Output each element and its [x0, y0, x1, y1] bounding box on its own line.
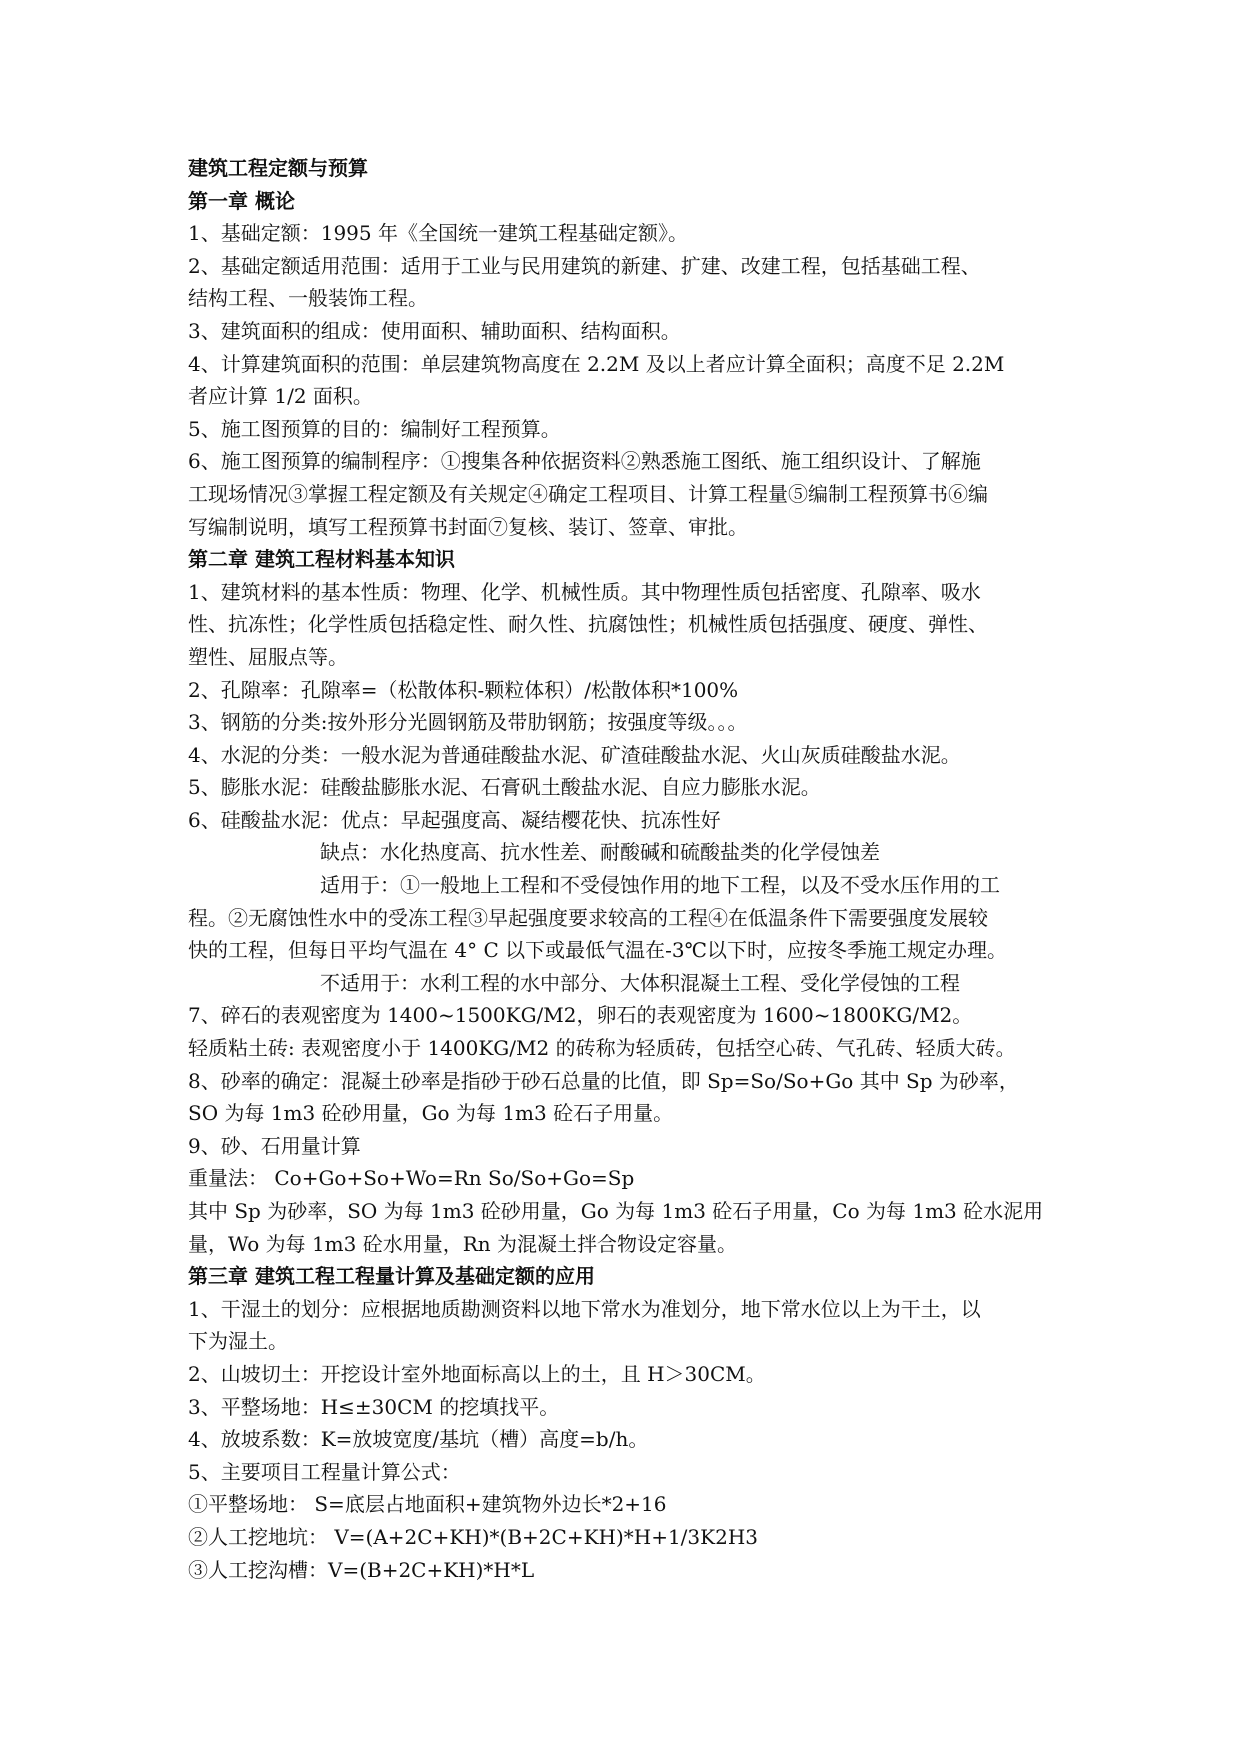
text-line: ②人工挖地坑： V=(A+2C+KH)*(B+2C+KH)*H+1/3K2H3: [188, 1524, 758, 1549]
text-line: 缺点：水化热度高、抗水性差、耐酸碱和硫酸盐类的化学侵蚀差: [320, 840, 880, 865]
text-line: 2、山坡切土：开挖设计室外地面标高以上的土，且 H＞30CM。: [188, 1361, 766, 1386]
text-line: SO 为每 1m3 砼砂用量，Go 为每 1m3 砼石子用量。: [188, 1101, 674, 1126]
text-line: 适用于：①一般地上工程和不受侵蚀作用的地下工程，以及不受水压作用的工: [320, 873, 1000, 898]
text-line: 性、抗冻性；化学性质包括稳定性、耐久性、抗腐蚀性；机械性质包括强度、硬度、弹性、: [188, 612, 988, 637]
text-line: 8、砂率的确定：混凝土砂率是指砂于砂石总量的比值，即 Sp=So/So+Go 其中 Sp 为砂率，: [188, 1068, 1019, 1093]
text-line: 3、平整场地：H≤±30CM 的挖填找平。: [188, 1394, 560, 1419]
text-line: 2、基础定额适用范围：适用于工业与民用建筑的新建、扩建、改建工程，包括基础工程、: [188, 253, 981, 278]
text-line: 5、主要项目工程量计算公式：: [188, 1459, 461, 1484]
text-line: 工现场情况③掌握工程定额及有关规定④确定工程项目、计算工程量⑤编制工程预算书⑥编: [188, 481, 988, 506]
text-line: 3、钢筋的分类:按外形分光圆钢筋及带肋钢筋；按强度等级。。。: [188, 710, 748, 735]
text-line: 结构工程、一般装饰工程。: [188, 286, 428, 311]
text-line: 不适用于：水利工程的水中部分、大体积混凝土工程、受化学侵蚀的工程: [320, 970, 960, 995]
heading-line: 第二章 建筑工程材料基本知识: [188, 547, 455, 572]
text-line: 3、建筑面积的组成：使用面积、辅助面积、结构面积。: [188, 318, 681, 343]
text-line: 5、膨胀水泥：硅酸盐膨胀水泥、石膏矾土酸盐水泥、自应力膨胀水泥。: [188, 775, 821, 800]
text-line: 1、建筑材料的基本性质：物理、化学、机械性质。其中物理性质包括密度、孔隙率、吸水: [188, 579, 981, 604]
text-line: ①平整场地： S=底层占地面积+建筑物外边长*2+16: [188, 1492, 667, 1517]
text-line: 4、计算建筑面积的范围：单层建筑物高度在 2.2M 及以上者应计算全面积；高度不足 2.2M: [188, 351, 1005, 376]
text-line: 者应计算 1/2 面积。: [188, 384, 373, 409]
text-line: 量，Wo 为每 1m3 砼水用量，Rn 为混凝土拌合物设定容量。: [188, 1231, 738, 1256]
text-line: 9、砂、石用量计算: [188, 1133, 361, 1158]
text-line: 重量法： Co+Go+So+Wo=Rn So/So+Go=Sp: [188, 1166, 635, 1191]
heading-line: 第一章 概论: [188, 188, 295, 213]
text-line: 6、硅酸盐水泥：优点：早起强度高、凝结樱花快、抗冻性好: [188, 807, 721, 832]
text-line: 5、施工图预算的目的：编制好工程预算。: [188, 416, 561, 441]
text-line: 其中 Sp 为砂率，SO 为每 1m3 砼砂用量，Go 为每 1m3 砼石子用量，Co 为每 1m3 砼水泥用: [188, 1199, 1044, 1223]
text-line: 塑性、屈服点等。: [188, 644, 348, 669]
text-line: 1、基础定额：1995 年《全国统一建筑工程基础定额》。: [188, 221, 688, 246]
document-page: [188, 152, 1060, 1586]
text-line: 1、干湿土的划分：应根据地质勘测资料以地下常水为准划分，地下常水位以上为干土，以: [188, 1296, 981, 1321]
text-line: ③人工挖沟槽：V=(B+2C+KH)*H*L: [188, 1557, 535, 1582]
heading-line: 第三章 建筑工程工程量计算及基础定额的应用: [188, 1264, 595, 1289]
text-line: 下为湿土。: [188, 1329, 288, 1354]
text-line: 快的工程，但每日平均气温在 4° C 以下或最低气温在-3℃以下时，应按冬季施工规定办理。: [188, 938, 1007, 963]
heading-line: 建筑工程定额与预算: [188, 156, 368, 180]
text-line: 6、施工图预算的编制程序：①搜集各种依据资料②熟悉施工图纸、施工组织设计、了解施: [188, 449, 981, 474]
text-line: 2、孔隙率：孔隙率=（松散体积-颗粒体积）/松散体积*100%: [188, 677, 739, 702]
text-line: 轻质粘土砖: 表观密度小于 1400KG/M2 的砖称为轻质砖，包括空心砖、气孔砖、轻质大砖。: [188, 1036, 1016, 1061]
text-line: 写编制说明，填写工程预算书封面⑦复核、装订、签章、审批。: [188, 514, 748, 539]
text-line: 4、放坡系数：K=放坡宽度/基坑（槽）高度=b/h。: [188, 1427, 649, 1452]
text-line: 7、碎石的表观密度为 1400~1500KG/M2，卵石的表观密度为 1600~1800KG/M2。: [188, 1003, 973, 1028]
text-line: 程。②无腐蚀性水中的受冻工程③早起强度要求较高的工程④在低温条件下需要强度发展较: [188, 905, 988, 930]
text-line: 4、水泥的分类：一般水泥为普通硅酸盐水泥、矿渣硅酸盐水泥、火山灰质硅酸盐水泥。: [188, 742, 961, 767]
